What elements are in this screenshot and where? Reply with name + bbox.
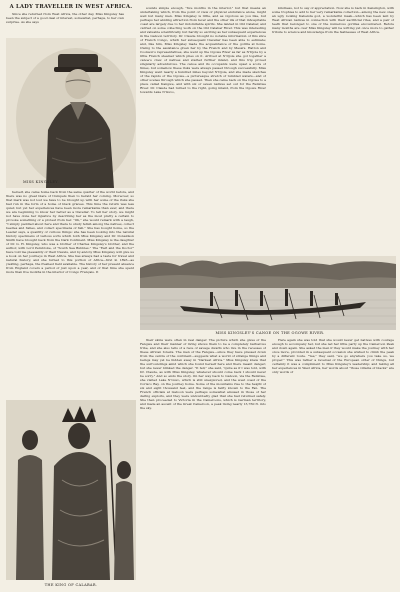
king-engraving: [6, 400, 136, 580]
canoe-image: [140, 256, 396, 330]
paragraph: their skins were often in real danger. The picture which she gives of the Fangwe and their manner of living shows them to be a completely barbarous tribe, and she also tells of a race of savage dwarfs who live in the recesses of these African forests. The men of the Fangwe—since they have pressed down from the centre of the continent—suggests what a world of strange things and beings may yet be hidden away in "Darkest Africa." Miss Kingsley knew that the surroundings amid which she found herself here and there meant danger; but she never blinked the danger. "It fell," she said, "quite as if I was told, with Dr. Claude, as with Miss Kingsley, whatever should come back I should never be sorry." And so ends the story. On her way back to Gaboon, via the Rembwe, she visited Lake N'Guvo, which is still unexplored, and the west coast of the Corisco Bay, on the journey home. Some of the mountains rise to the height of six and eight thousand feet, and the range is fairly known to the Fan. The French officials at Gaboon were perhaps somewhat amused in those of her daring exploits, and they were undoubtedly glad that she had returned safely. She then proceeded to Victoria in the Cameroons, which is German territory, and made an ascent of the Great Cameroon, a peak rising nearly 13,760 ft. into the sky.: [140, 338, 266, 410]
portrait-engraving: [6, 38, 136, 188]
column-b-top: [140, 6, 266, 254]
portrait-image: [6, 38, 136, 188]
king-image: [6, 400, 136, 580]
paragraph: sounds simple enough, "five months in the interior," but that means an undertaking which, from the point of view of physical endurance alone, might well but many men. Miss Kingsley is little, and as vigorous as you like, but perhaps her abiding attraction from fever and the other ills of that inhospitable coast are largely due to her indomitable spirits. She landed in Old Calabar, and carried on some collecting work on the Old Calabar River. This was interesting and valuable scientifically, but hardly so exciting as her subsequent experiences in the Gaboon territory. Dr. Claude brought no notable information of this slice of French Congo, which her subsequent traveller has been able to estimate; and, like him, Miss Kingsley made the acquaintance of the gorilla at home. Owing to the assistance given her by the French and by Messrs. Hatton and Cookson's representatives, she went up the Ogowe River as far as N'Djole by a little French steamer which plies on it. Arrived at N'Djole she got together a canoe's crew of natives and started further inland, and this trip proved singularly adventurous. The canoe and its occupants were upset a score of times, but somehow these risks were always passed through successfully. Miss Kingsley went nearly a hundred miles beyond N'Djole, and she made sketches of the rapids of the Ogowe—a picturesque stretch of tumbled waters—and of other scenes through which she passed. Then she came back on the Ogowe to a place called Kangwe, and with six or seven natives set out for the Rembwe River. Dr. Claude had turned to the right, going inland, from the Ogowe River towards Lake N'Guvo,: [140, 6, 266, 94]
column-c-top: [272, 6, 394, 254]
article-title: A LADY TRAVELLER IN WEST AFRICA.: [9, 4, 133, 10]
king-caption: THE KING OF CALABAR.: [44, 583, 98, 587]
paragraph: kindness, not to say of appreciation. Now she is back in Kensington, with some trophies to add to her very remarkable collection—among the new ones an ugly looking Kabenda god, a wonderful mask—which has been lent by West African natives in connection with their sacrificial rites, and a pair of teeth that belonged to one of the numerous gorillas encountered. Before many months are over Miss Kingsley will be writing yet once more to gather tribute to science and knowledge from the fastnesses of West Africa.: [272, 6, 394, 34]
column-c-bottom: [272, 338, 394, 588]
canoe-caption: MISS KINGSLEY'S CANOE ON THE OGOWE RIVER.: [215, 331, 325, 335]
paragraph: Since she returned from West Africa, the other day, Miss Kingsley has been the subject of a good deal of interest, somewhat, perhaps, to her own surprise. As she says: [6, 12, 124, 24]
column-a-body: [6, 190, 134, 396]
column-b-bottom: [140, 338, 266, 588]
paragraph: herself, she came home back from the same quarter of the world before, and there was no great blare of trumpets then to herald her coming. Moreover, so that mark was not lost we have to be brought up with her some of the risks she had run in the form of a home of black grieves. This time the return was less quiet; but yet her experiences have been more remarkable than ever, and there we are beginning to know her better as a traveller. To tell her story, we might not have done her injustice by describing her as the most pretty a certain to provoke something of a protest from her. "Oh," she would remark with a laugh, "I simply paddled about here and there to study fetish among the natives, collect beetles and fishes, and collect specimens of fish." She has bought home, so the Leader says, a quantity of curious things: she has been looking into the natural history specimens of various sorts which both Miss Kingsley and Dr. Donaldson Smith have brought back from the Dark Continent. Miss Kingsley is the daughter of Dr. G. H. Kingsley, who was a brother of Charles Kingsley's brother, and the author, with Lord Pembroke, of "South Sea Bubbles." The "Earl and the Doctor" have told me pleasantly of their travels, and by-and-by Miss Kingsley will give us a book on her journeys in West Africa. She has always had a taste for travel and natural history, and she turned to this portion of Africa—first in 1893—as yielding, perhaps, the freshest field available. The history of her present absence from England covers a period of just upon a year, and of that time she spent more than five months in the interior of Congo Français. It: [6, 190, 134, 274]
canoe-engraving: [140, 256, 396, 330]
column-a-intro: [6, 12, 124, 36]
paragraph: Here again she was told that she would never get natives with courage enough to accompany her, but she led her little party up the Cameroon Peak and down again. She asked the men if they would make the journey with her once more, provided in a subsequent occasion she wished to climb the peak by a different route. "Yes," they said, "we go anywhere you take us, we proper." This was rather a reversal of the European order of things, but certainly it was a compliment to Miss Kingsley's leadership; and taking all her experiences in West Africa, her words about "those villains of blacks" are only words of: [272, 338, 394, 374]
portrait-caption: MISS KINGSLEY.: [23, 180, 59, 184]
